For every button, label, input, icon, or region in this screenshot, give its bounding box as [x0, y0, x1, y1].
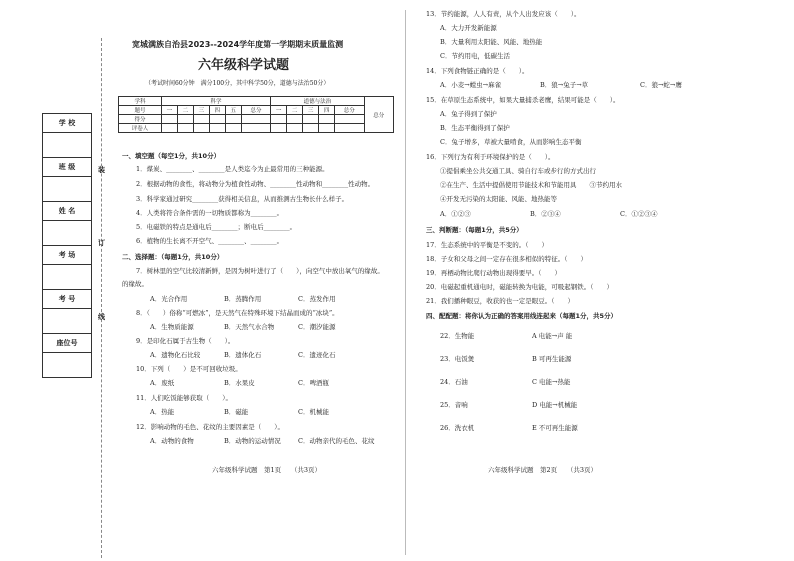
choice-option[interactable]: C．蒸发作用: [298, 295, 336, 303]
choice-option[interactable]: B．水果皮: [224, 379, 255, 387]
choice-question: 10．下列（ ）是不可回收垃圾。: [136, 365, 242, 373]
choice-option[interactable]: A．①②③: [440, 210, 471, 218]
score-input-cell[interactable]: [287, 115, 303, 124]
fill-question: 5．电磁铁的特点是通电后________；断电后________。: [136, 223, 297, 231]
score-input-cell[interactable]: [177, 115, 193, 124]
score-table-cell: 五: [225, 106, 241, 115]
choice-option[interactable]: A．生物质能源: [150, 323, 194, 331]
score-table-cell: 一: [161, 106, 177, 115]
score-input-cell[interactable]: [335, 115, 364, 124]
info-room-label: 考 场: [43, 246, 91, 265]
fold-mark-zhuang: 装: [98, 166, 105, 174]
score-table-cell: 得分: [119, 115, 162, 124]
section4-title: 四、配配题：将你认为正确的答案用线连起来（每题1分，共5分）: [426, 312, 618, 320]
score-table-cell: 总分: [335, 106, 364, 115]
match-right-item[interactable]: B 可再生能源: [532, 355, 572, 363]
choice-option[interactable]: B．遗体化石: [224, 351, 262, 359]
choice-option[interactable]: A．小麦→螳虫→麻雀: [440, 81, 502, 89]
choice-option[interactable]: A．遗物化石比较: [150, 351, 201, 359]
judge-question: 18．子女和父母之间一定存在很多相似的特征。（ ）: [426, 255, 588, 263]
score-table-cell: 科学: [161, 97, 270, 106]
statement-item: ②在生产、生活中提倡使用节能技术和节能用具 ③节约用水: [440, 181, 622, 189]
choice-question: 9．是印化石属于古生物（ ）。: [136, 337, 235, 345]
fill-question: 2．根据动物的食性，将动物分为植食性动物、________性动物和________性动物。: [136, 180, 375, 188]
choice-option[interactable]: C．潮汐能源: [298, 323, 336, 331]
judge-question: 21．我们播种眼豆，收获的也一定是眼豆。（ ）: [426, 297, 575, 305]
choice-option[interactable]: B．天然气水合物: [224, 323, 275, 331]
choice-option[interactable]: B．狼→兔子→草: [540, 81, 589, 89]
student-info-panel: [42, 113, 92, 378]
choice-question-continuation: 的缘故。: [122, 280, 148, 288]
score-table-number-row: [119, 106, 394, 115]
exam-info: （考试时间60分钟 满分100分，其中科学50分，道德与法治50分）: [145, 80, 330, 87]
score-input-cell[interactable]: [335, 124, 364, 133]
match-right-item[interactable]: E 不可再生能源: [532, 424, 578, 432]
fold-mark-xian: 线: [98, 313, 105, 321]
exam-header: 宽城满族自治县2023--2024学年度第一学期期末质量监测: [132, 40, 344, 49]
statement-item: ④开发无污染的太阳能、风能、地热能等: [440, 195, 557, 203]
score-input-cell[interactable]: [161, 115, 177, 124]
choice-option[interactable]: C．狼→蛇→鹰: [640, 81, 682, 89]
info-seat-field[interactable]: [43, 353, 91, 375]
score-input-cell[interactable]: [303, 115, 319, 124]
choice-question: 8．（ ）俗称“可燃冰”，是天然气在特殊环境下结晶而成的“冰块”。: [136, 309, 339, 317]
score-input-cell[interactable]: [193, 115, 209, 124]
page-title: 六年级科学试题: [198, 58, 290, 73]
fill-question: 3．科学家通过研究________获得相关信息，从而推测古生物长什么样子。: [136, 195, 349, 203]
fill-question: 1．煤炭、________、________是人类迄今为止最常用的三种能源。: [136, 165, 329, 173]
score-input-cell[interactable]: [319, 124, 335, 133]
score-table-reviewer-row: [119, 124, 394, 133]
choice-option[interactable]: B．磁能: [224, 408, 249, 416]
info-room-field[interactable]: [43, 265, 91, 290]
score-table-cell: 四: [209, 106, 225, 115]
choice-question: 13．节约能源，人人有责，从个人出发应该（ ）。: [426, 10, 581, 18]
section2-title: 二、选择题：（每题1分，共10分）: [122, 253, 224, 261]
info-number-field[interactable]: [43, 309, 91, 334]
judge-question: 17．生态系统中的平衡是不变的。（ ）: [426, 241, 549, 249]
judge-question: 19．再栖动物比爬行动物出现得要早。（ ）: [426, 269, 562, 277]
choice-option[interactable]: A．光合作用: [150, 295, 188, 303]
choice-option[interactable]: A．废纸: [150, 379, 175, 387]
score-table-cell: 评卷人: [119, 124, 162, 133]
score-input-cell[interactable]: [271, 115, 287, 124]
choice-option[interactable]: A．动物的食物: [150, 437, 194, 445]
match-left-item[interactable]: 26．洗衣机: [440, 424, 475, 432]
score-input-cell[interactable]: [303, 124, 319, 133]
score-table-score-row: [119, 115, 394, 124]
score-input-cell[interactable]: [287, 124, 303, 133]
info-class-field[interactable]: [43, 177, 91, 202]
fold-mark-ding: 订: [98, 239, 105, 247]
score-input-cell[interactable]: [225, 115, 241, 124]
choice-option[interactable]: C．动物亲代的毛色、花纹: [298, 437, 375, 445]
score-table-cell: 总分: [364, 97, 393, 133]
score-table-cell: 总分: [241, 106, 270, 115]
right-page-footer: 六年级科学试题 第2页 （共3页）: [488, 466, 598, 474]
info-seat-label: 座位号: [43, 334, 91, 353]
match-right-item[interactable]: D 电能→机械能: [532, 401, 578, 409]
choice-option[interactable]: C．节约用电，低碳生活: [440, 52, 510, 60]
score-table-cell: 学科: [119, 97, 162, 106]
match-right-item[interactable]: C 电能→热能: [532, 378, 571, 386]
info-number-label: 考 号: [43, 290, 91, 309]
score-table-cell: 一: [271, 106, 287, 115]
score-table: [118, 96, 394, 133]
score-table-cell: 三: [303, 106, 319, 115]
match-left-item[interactable]: 22．生物能: [440, 332, 475, 340]
info-name-label: 姓 名: [43, 202, 91, 221]
choice-question: 16．下列行为有利于环境保护的是（ ）。: [426, 153, 555, 161]
info-school-field[interactable]: [43, 133, 91, 158]
score-input-cell[interactable]: [225, 124, 241, 133]
choice-question: 7．树林里的空气比较清新鲜，是因为树叶进行了（ ），向空气中放出氧气的缘故。: [136, 267, 384, 275]
score-input-cell[interactable]: [177, 124, 193, 133]
choice-option[interactable]: B．蒸腾作用: [224, 295, 262, 303]
score-table-subject-row: [119, 97, 394, 106]
section1-title: 一、填空题（每空1分，共10分）: [122, 152, 221, 160]
score-table-cell: 四: [319, 106, 335, 115]
choice-option[interactable]: B．大量利用太阳能、风能、地热能: [440, 38, 543, 46]
score-table-cell: 三: [193, 106, 209, 115]
choice-option[interactable]: B．动物的运动情况: [224, 437, 281, 445]
score-input-cell[interactable]: [209, 124, 225, 133]
score-table-cell: 二: [177, 106, 193, 115]
score-input-cell[interactable]: [271, 124, 287, 133]
score-input-cell[interactable]: [319, 115, 335, 124]
choice-option[interactable]: C．遗迹化石: [298, 351, 336, 359]
choice-option[interactable]: C．①②③④: [620, 210, 658, 218]
left-page-footer: 六年级科学试题 第1页 （共3页）: [212, 466, 322, 474]
choice-option[interactable]: C．啤酒瓶: [298, 379, 329, 387]
match-left-item[interactable]: 24．石油: [440, 378, 468, 386]
info-school-label: 学 校: [43, 114, 91, 133]
score-input-cell[interactable]: [193, 124, 209, 133]
info-class-label: 班 级: [43, 158, 91, 177]
choice-question: 11．人们吃饭能够获取（ ）。: [136, 394, 233, 402]
choice-question: 15．在草原生态系统中，如果大量捕杀老鹰，结果可能是（ ）。: [426, 96, 620, 104]
choice-option[interactable]: A．大力开发新能源: [440, 24, 497, 32]
choice-question: 12．影响动物的毛色、花纹的主要因素是（ ）。: [136, 423, 285, 431]
choice-option[interactable]: B．②③④: [530, 210, 561, 218]
judge-question: 20．电磁起重机通电时，磁能转换为电能，可吸起钢铁。（ ）: [426, 283, 614, 291]
match-left-item[interactable]: 23．电饭煲: [440, 355, 475, 363]
choice-option[interactable]: A．热能: [150, 408, 175, 416]
score-input-cell[interactable]: [241, 115, 270, 124]
match-right-item[interactable]: A 电能→声 能: [532, 332, 573, 340]
score-table-cell: 题号: [119, 106, 162, 115]
statement-item: ①提倡乘坐公共交通工具、骑自行车或步行的方式出行: [440, 167, 596, 175]
choice-question: 14．下列食物链正确的是（ ）。: [426, 67, 529, 75]
choice-option[interactable]: B．生态平衡得到了保护: [440, 124, 510, 132]
score-input-cell[interactable]: [209, 115, 225, 124]
score-table-cell: 道德与法治: [271, 97, 364, 106]
fill-question: 4．人类将符合条件需的一切物质都称为________。: [136, 209, 284, 217]
match-left-item[interactable]: 25．音响: [440, 401, 468, 409]
info-name-field[interactable]: [43, 221, 91, 246]
fill-question: 6．植物的生长离不开空气、________、________。: [136, 237, 284, 245]
choice-option[interactable]: C．兔子增多，草被大量啃食，从而影响生态平衡: [440, 138, 582, 146]
binding-line: [101, 38, 102, 558]
choice-option[interactable]: A．兔子得到了保护: [440, 110, 497, 118]
page-divider: [405, 10, 406, 555]
score-input-cell[interactable]: [241, 124, 270, 133]
score-table-cell: 二: [287, 106, 303, 115]
score-input-cell[interactable]: [161, 124, 177, 133]
choice-option[interactable]: C．机械能: [298, 408, 329, 416]
section3-title: 三、判断题：（每题1分，共5分）: [426, 226, 523, 234]
